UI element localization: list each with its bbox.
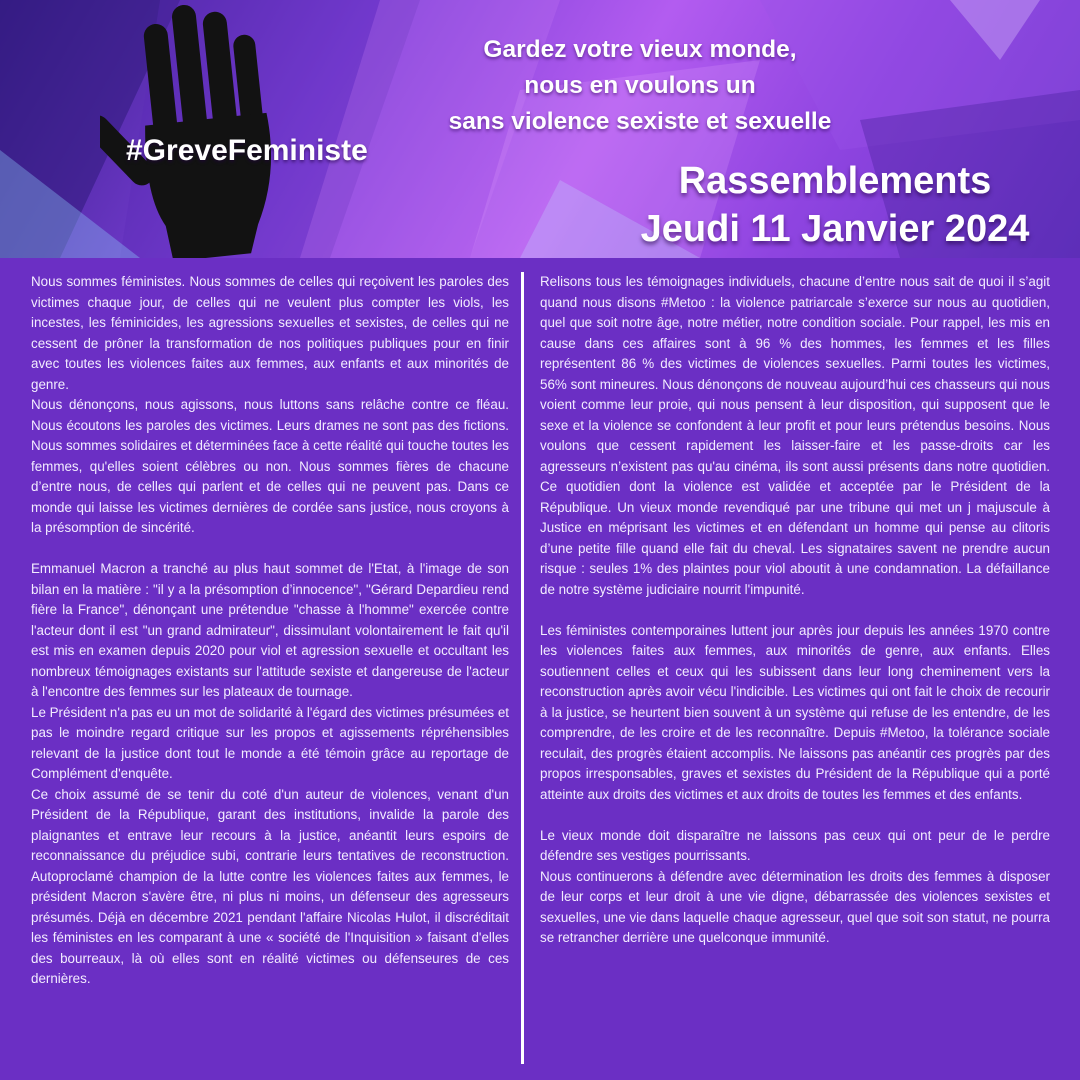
event-title: Rassemblements: [678, 160, 992, 202]
left-column: [31, 272, 509, 990]
slogan-line: nous en voulons un: [524, 72, 756, 99]
paragraph: Relisons tous les témoignages individuels, chacune d’entre nous sait de quoi il s’agit quand nous disons #Metoo : la violence patriarcale s’exerce sur nous au quotidien, quel que soit notre âge, notre métier, notre condition sociale. Pour rappel, les mis en cause dans ces affaires sont à 96 % des hommes, les femmes et les filles représentent 86 % des victimes de violences sexuelles. Parmi toutes les victimes, 56% sont mineures. Nous dénonçons de nouveau aujourd’hui ces chasseurs qui nous voient comme leur proie, qui nous pensent à leur disposition, qui supposent que le sexe et la violence se confondent à leur profit et pour leurs prétendus besoins. Nous voulons que cessent rapidement les laisser-faire et les passe-droits car les agresseurs n’existent pas qu'au cinéma, ils sont aussi présents dans notre quotidien. Ce quotidien dont la violence est validée et acceptée par le Président de la République. Un vieux monde revendiqué par une tribune qui met un j majuscule à Justice en méprisant les victimes et en défendant un homme qui pense au clitoris d’une petite fille quand elle fait du cheval. Les signataires savent ne prendre aucun risque : seules 1% des plaintes pour viol aboutit à une condamnation. La défaillance de notre système judiciaire nourrit l'impunité.: [540, 274, 1050, 597]
slogan-line: sans violence sexiste et sexuelle: [448, 108, 832, 135]
column-divider: [521, 272, 524, 1064]
paragraph-gap: [540, 805, 1050, 826]
paragraph-gap: [540, 600, 1050, 621]
paragraph: Le vieux monde doit disparaître ne laissons pas ceux qui ont peur de le perdre défendre ses vestiges pourrissants.: [540, 827, 1050, 863]
paragraph: Ce choix assumé de se tenir du coté d'un auteur de violences, venant d'un Président de la République, garant des institutions, invalide la parole des plaignantes et entrave leur recours à la justice, anéantit leurs espoirs de reconnaissance du préjudice subi, contrarie leurs tentatives de reconstruction. Autoproclamé champion de la lutte contre les violences faites aux femmes, le président Macron s'avère être, ni plus ni moins, un défenseur des agresseurs présumés. Déjà en décembre 2021 pendant l'affaire Nicolas Hulot, il discréditait les féministes en les comparant à une « société de l'Inquisition » faisant d'elles des bourreaux, là où elles sont en réalité victimes ou défenseures de ces dernières.: [31, 786, 509, 986]
event-date: Jeudi 11 Janvier 2024: [640, 208, 1030, 250]
statement-body: [0, 258, 1080, 1080]
raised-hand-icon: [100, 0, 300, 258]
paragraph-gap: [31, 539, 509, 560]
paragraph: Emmanuel Macron a tranché au plus haut sommet de l'Etat, à l'image de son bilan en la matière : "il y a la présomption d’innocence", "Gérard Depardieu rend fière la France", dénonçant une prétendue "chasse à l'homme" exercée contre l'acteur dont il est "un grand admirateur", dissimulant volontairement le fait qu'il est mis en examen depuis 2020 pour viol et agression sexuelle et occultant les nombreux témoignages existants sur l'attitude sexiste et dangereuse de l'acteur à l'encontre des femmes sur les plateaux de tournage.: [31, 561, 509, 699]
header-banner: [0, 0, 1080, 258]
paragraph: Nous sommes féministes. Nous sommes de celles qui reçoivent les paroles des victimes chaque jour, de celles qui ne veulent plus compter les viols, les incestes, les féminicides, les agressions sexuelles et sexistes, de celles qui ne cessent de prôner la transformation de nos politiques publiques pour en finir avec toutes les violences faites aux femmes, aux enfants et aux minorités de genre.: [31, 274, 509, 392]
slogan: [420, 32, 860, 140]
hashtag: #GreveFeministe: [126, 134, 368, 167]
paragraph: Le Président n'a pas eu un mot de solidarité à l'égard des victimes présumées et pas le moindre regard critique sur les propos et agissements répréhensibles relevant de la justice dont tout le monde a été témoin grâce au reportage de Complément d'enquête.: [31, 704, 509, 781]
paragraph: Nous continuerons à défendre avec détermination les droits des femmes à disposer de leur corps et leur droit à une vie digne, débarrassée des violences sexistes et sexuelles, une vie dans laquelle chaque agresseur, quel que soit son statut, ne pourra se retrancher derrière une quelconque immunité.: [540, 868, 1050, 945]
slogan-line: Gardez votre vieux monde,: [483, 36, 797, 63]
paragraph: Nous dénonçons, nous agissons, nous luttons sans relâche contre ce fléau. Nous écoutons les paroles des victimes. Leurs drames ne sont pas des fictions. Nous sommes solidaires et déterminées face à cette réalité qui touche toutes les femmes, qu'elles soient célèbres ou non. Nous sommes fières de chacune d’entre nous, de celles qui parlent et de celles qui ne peuvent pas. Dans ce monde qui laisse les victimes dernières de cordée sans justice, nous croyons à la présomption de sincérité.: [31, 397, 509, 535]
right-column: [540, 272, 1050, 949]
paragraph: Les féministes contemporaines luttent jour après jour depuis les années 1970 contre les violences faites aux femmes, aux minorités de genre, aux enfants. Elles soutiennent celles et ceux qui les subissent dans leur long cheminement vers la reconstruction après avoir vécu l'indicible. Les victimes qui ont fait le choix de recourir à la justice, se heurtent bien souvent à un système qui refuse de les entendre, de les comprendre, de les croire et de les reconnaître. Depuis #Metoo, la tolérance sociale reculait, des progrès étaient accomplis. Ne laissons pas anéantir ces progrès par des propos irresponsables, graves et sexistes du Président de la République qui a porté atteinte aux droits des victimes et aux droits de toutes les femmes et des enfants.: [540, 622, 1050, 802]
